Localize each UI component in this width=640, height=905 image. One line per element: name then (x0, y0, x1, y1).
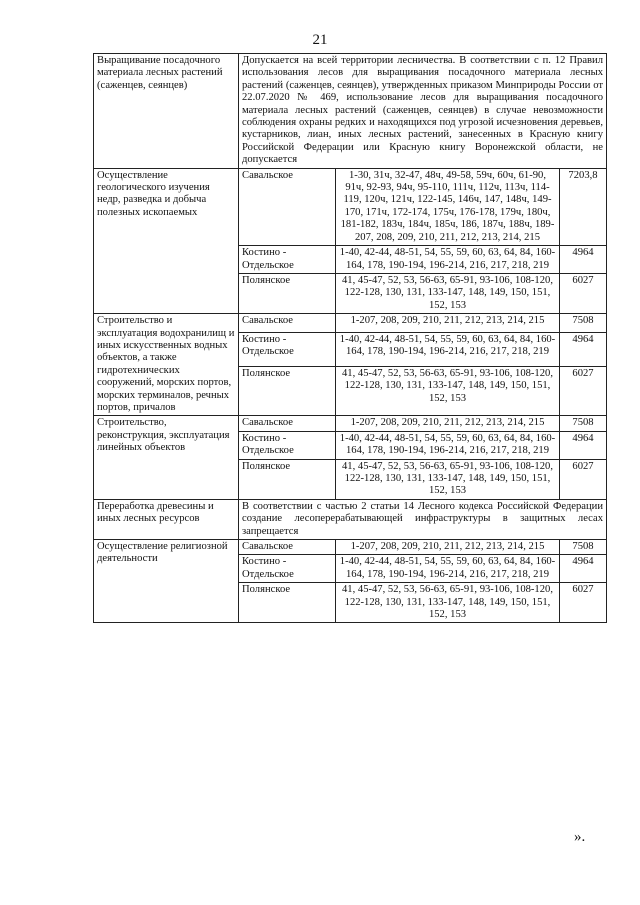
area-cell: 6027 (560, 367, 607, 416)
activity-cell: Выращивание посадочного материала лесных растений (саженцев, сеянцев) (94, 54, 239, 169)
activity-cell: Осуществление геологического изучения недр, разведка и добыча полезных ископаемых (94, 168, 239, 313)
area-cell: 4964 (560, 246, 607, 274)
quarters-cell: 1-207, 208, 209, 210, 211, 212, 213, 214, 215 (336, 540, 560, 555)
forestry-cell: Костино - Отдельское (239, 555, 336, 583)
table-row (94, 314, 607, 333)
area-cell: 6027 (560, 459, 607, 499)
forestry-cell: Полянское (239, 367, 336, 416)
note-cell: В соответствии с частью 2 статьи 14 Лесного кодекса Российской Федерации создание лесоперерабатывающей инфраструктуры в защитных лесах запрещается (239, 499, 607, 539)
table-row (94, 168, 607, 245)
forest-use-table (93, 53, 607, 623)
forestry-cell: Полянское (239, 459, 336, 499)
forestry-cell: Савальское (239, 416, 336, 431)
area-cell: 4964 (560, 333, 607, 367)
activity-cell: Переработка древесины и иных лесных ресурсов (94, 499, 239, 539)
note-cell: Допускается на всей территории лесничества. В соответствии с п. 12 Правил использования лесов для выращивания посадочного материала лесных растений (саженцев, сеянцев), утвержденных приказом Минприроды России от 22.07.2020 № 469, использование лесов для выращивания посадочного материала лесных растений (саженцев, сеянцев) в случае невозможности соблюдения охраны редких и находящихся под угрозой исчезновения деревьев, кустарников, лиан, иных лесных растений, занесенных в Красную книгу Российской Федерации или Красную книгу Воронежской области, не допускается (239, 54, 607, 169)
quarters-cell: 1-207, 208, 209, 210, 211, 212, 213, 214, 215 (336, 416, 560, 431)
area-cell: 4964 (560, 431, 607, 459)
quarters-cell: 41, 45-47, 52, 53, 56-63, 65-91, 93-106, 108-120, 122-128, 130, 131, 133-147, 148, 149, 150, 151, 152, 153 (336, 583, 560, 623)
quarters-cell: 1-40, 42-44, 48-51, 54, 55, 59, 60, 63, 64, 84, 160-164, 178, 190-194, 196-214, 216, 217, 218, 219 (336, 431, 560, 459)
forestry-cell: Полянское (239, 273, 336, 313)
area-cell: 6027 (560, 583, 607, 623)
table-row (94, 416, 607, 431)
activity-cell: Осуществление религиозной деятельности (94, 540, 239, 623)
area-cell: 7508 (560, 416, 607, 431)
forestry-cell: Полянское (239, 583, 336, 623)
quarters-cell: 41, 45-47, 52, 53, 56-63, 65-91, 93-106, 108-120, 122-128, 130, 131, 133-147, 148, 149, 150, 151, 152, 153 (336, 459, 560, 499)
table-row (94, 499, 607, 539)
forestry-cell: Костино - Отдельское (239, 333, 336, 367)
quarters-cell: 1-40, 42-44, 48-51, 54, 55, 59, 60, 63, 64, 84, 160-164, 178, 190-194, 196-214, 216, 217, 218, 219 (336, 555, 560, 583)
table-row (94, 540, 607, 555)
quarters-cell: 1-40, 42-44, 48-51, 54, 55, 59, 60, 63, 64, 84, 160-164, 178, 190-194, 196-214, 216, 217, 218, 219 (336, 246, 560, 274)
quarters-cell: 41, 45-47, 52, 53, 56-63, 65-91, 93-106, 108-120, 122-128, 130, 131, 133-147, 148, 149, 150, 151, 152, 153 (336, 367, 560, 416)
forestry-cell: Савальское (239, 168, 336, 245)
area-cell: 7508 (560, 314, 607, 333)
quarters-cell: 1-207, 208, 209, 210, 211, 212, 213, 214, 215 (336, 314, 560, 333)
quarters-cell: 1-30, 31ч, 32-47, 48ч, 49-58, 59ч, 60ч, 61-90, 91ч, 92-93, 94ч, 95-110, 111ч, 112ч, 113ч, 114-119, 120ч, 121ч, 122-145, 146ч, 147, 148ч, 149-170, 171ч, 172-174, 175ч, 176-178, 179ч, 180ч, 181-182, 183ч, 184ч, 185ч, 186, 187ч, 188ч, 189-207, 208, 209, 210, 211, 212, 213, 214, 215 (336, 168, 560, 245)
activity-cell: Строительство, реконструкция, эксплуатация линейных объектов (94, 416, 239, 499)
area-cell: 7508 (560, 540, 607, 555)
area-cell: 7203,8 (560, 168, 607, 245)
closing-quote-mark: ». (574, 829, 586, 845)
forestry-cell: Савальское (239, 314, 336, 333)
forestry-cell: Савальское (239, 540, 336, 555)
page-number: 21 (312, 32, 328, 48)
area-cell: 6027 (560, 273, 607, 313)
quarters-cell: 41, 45-47, 52, 53, 56-63, 65-91, 93-106, 108-120, 122-128, 130, 131, 133-147, 148, 149, 150, 151, 152, 153 (336, 273, 560, 313)
forestry-cell: Костино - Отдельское (239, 246, 336, 274)
quarters-cell: 1-40, 42-44, 48-51, 54, 55, 59, 60, 63, 64, 84, 160-164, 178, 190-194, 196-214, 216, 217, 218, 219 (336, 333, 560, 367)
table-row (94, 54, 607, 169)
activity-cell: Строительство и эксплуатация водохранилищ и иных искусственных водных объектов, а также гидротехнических сооружений, морских портов, морских терминалов, речных портов, причалов (94, 314, 239, 416)
area-cell: 4964 (560, 555, 607, 583)
forestry-cell: Костино - Отдельское (239, 431, 336, 459)
